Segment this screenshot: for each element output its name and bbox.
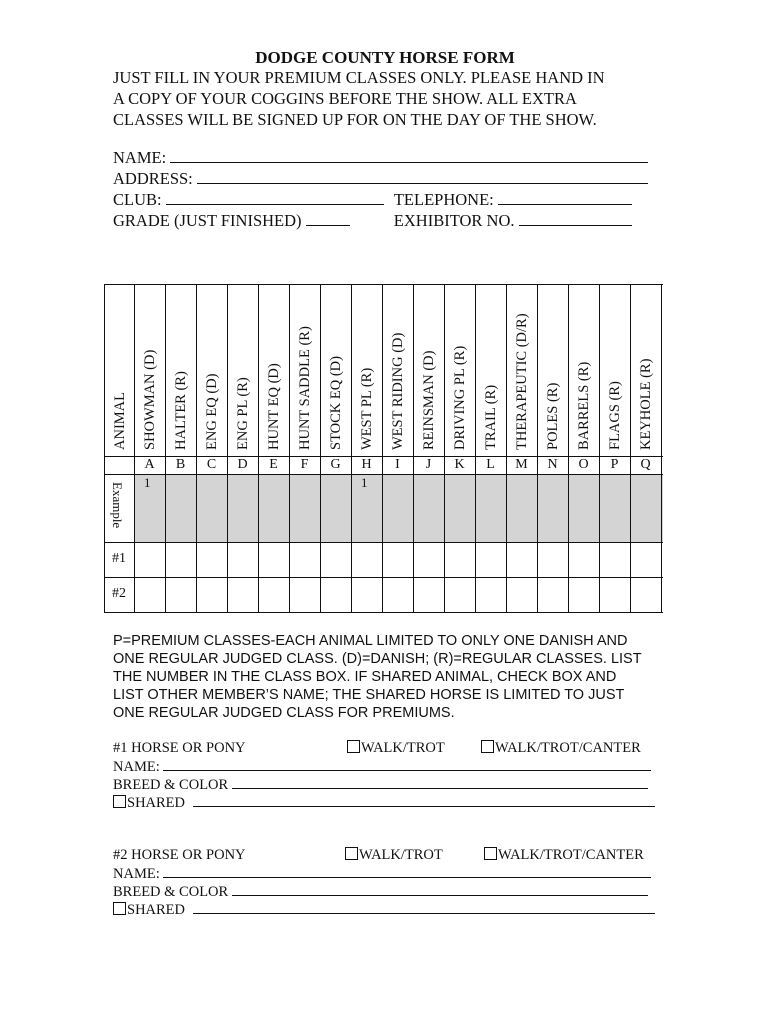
- class-column-letter: Q: [640, 457, 651, 472]
- class-column-header: HUNT SADDLE (R): [297, 326, 313, 450]
- class-column-letter: G: [330, 457, 341, 472]
- premium-class-notes: [113, 632, 653, 722]
- address-field-row: [113, 169, 648, 189]
- class-entry-cell-row-1[interactable]: [228, 543, 257, 576]
- class-column-header: TRAIL (R): [483, 384, 499, 450]
- class-column-letter: D: [237, 457, 248, 472]
- class-entry-cell-row-1[interactable]: [352, 543, 381, 576]
- checkbox-icon[interactable]: [481, 740, 494, 753]
- class-column-header: BARRELS (R): [576, 361, 592, 450]
- class-entry-cell-row-1[interactable]: [414, 543, 443, 576]
- grade-field-row: [113, 211, 632, 231]
- class-column-header: WEST PL (R): [359, 367, 375, 450]
- horse-1-breed-row: [113, 776, 648, 794]
- walk-trot-label: WALK/TROT: [359, 847, 443, 863]
- class-entry-cell-row-2[interactable]: [631, 578, 660, 611]
- horse-2-shared-row: [113, 901, 655, 919]
- horse-1-name-row: [113, 758, 651, 776]
- grade-field[interactable]: [306, 211, 350, 226]
- instruction-line: A COPY OF YOUR COGGINS BEFORE THE SHOW. ALL EXTRA: [113, 89, 577, 108]
- horse-2-walk-trot-canter-option[interactable]: [484, 847, 644, 864]
- class-entry-cell-row-1[interactable]: [631, 543, 660, 576]
- exhibitor-field[interactable]: [519, 211, 632, 226]
- class-column-header: THERAPEUTIC (D/R): [514, 313, 530, 450]
- telephone-field[interactable]: [498, 190, 632, 205]
- table-column-line: [661, 284, 662, 612]
- table-row-line: [104, 474, 663, 475]
- horse-2-heading: #2 HORSE OR PONY: [113, 847, 246, 863]
- horse-2-name-field[interactable]: [163, 865, 651, 878]
- class-entry-cell-row-2[interactable]: [414, 578, 443, 611]
- horse-name-label: NAME:: [113, 759, 160, 775]
- class-entry-cell-row-2[interactable]: [321, 578, 350, 611]
- class-column-header: STOCK EQ (D): [328, 356, 344, 450]
- checkbox-icon[interactable]: [345, 847, 358, 860]
- club-field-row: [113, 190, 632, 210]
- horse-2-breed-row: [113, 883, 648, 901]
- class-entry-cell-row-2[interactable]: [166, 578, 195, 611]
- class-entry-cell-row-1[interactable]: [259, 543, 288, 576]
- note-line: P=PREMIUM CLASSES-EACH ANIMAL LIMITED TO ONLY ONE DANISH AND: [113, 633, 628, 649]
- class-entry-cell-row-2[interactable]: [135, 578, 164, 611]
- name-field-row: [113, 148, 648, 168]
- class-entry-cell-row-2[interactable]: [259, 578, 288, 611]
- class-entry-cell-row-2[interactable]: [197, 578, 226, 611]
- example-row-label: Example: [110, 482, 125, 529]
- horse-2-shared-field[interactable]: [193, 901, 655, 914]
- class-column-letter: M: [515, 457, 528, 472]
- class-entry-cell-row-2[interactable]: [352, 578, 381, 611]
- class-entry-cell-row-1[interactable]: [600, 543, 629, 576]
- class-column-header: HALTER (R): [173, 371, 189, 450]
- class-entry-cell-row-2[interactable]: [538, 578, 567, 611]
- class-entry-cell-row-2[interactable]: [507, 578, 536, 611]
- class-column-header: ENG EQ (D): [204, 373, 220, 450]
- club-field[interactable]: [166, 190, 384, 205]
- class-column-letter: A: [144, 457, 155, 472]
- class-entry-cell-row-2[interactable]: [228, 578, 257, 611]
- class-entry-cell-row-1[interactable]: [445, 543, 474, 576]
- class-column-header: FLAGS (R): [607, 381, 623, 450]
- note-line: LIST OTHER MEMBER’S NAME; THE SHARED HORSE IS LIMITED TO JUST: [113, 687, 625, 703]
- class-column-header: DRIVING PL (R): [452, 345, 468, 450]
- class-column-letter: C: [206, 457, 217, 472]
- class-column-letter: H: [361, 457, 372, 472]
- class-entry-cell-row-1[interactable]: [135, 543, 164, 576]
- horse-2-name-row: [113, 865, 651, 883]
- club-label: CLUB:: [113, 190, 162, 209]
- example-class-entry: 1: [144, 475, 151, 490]
- class-entry-cell-row-1[interactable]: [383, 543, 412, 576]
- shared-checkbox-icon[interactable]: [113, 795, 126, 808]
- telephone-label: TELEPHONE:: [393, 190, 494, 209]
- class-entry-cell-row-1[interactable]: [507, 543, 536, 576]
- shared-label: SHARED: [127, 902, 186, 918]
- table-column-line: [104, 284, 105, 612]
- class-column-letter: B: [175, 457, 186, 472]
- exhibitor-label: EXHIBITOR NO.: [393, 211, 515, 230]
- class-column-letter: K: [454, 457, 465, 472]
- walk-trot-canter-label: WALK/TROT/CANTER: [498, 847, 644, 863]
- class-column-header: HUNT EQ (D): [266, 363, 282, 450]
- class-entry-cell-row-2[interactable]: [569, 578, 598, 611]
- name-label: NAME:: [113, 148, 167, 167]
- form-instructions: [113, 67, 673, 130]
- class-column-letter: J: [425, 457, 432, 472]
- name-field[interactable]: [170, 148, 648, 163]
- walk-trot-label: WALK/TROT: [361, 740, 445, 756]
- class-column-header: ENG PL (R): [235, 377, 251, 450]
- class-column-header: SHOWMAN (D): [142, 349, 158, 450]
- checkbox-icon[interactable]: [484, 847, 497, 860]
- class-entry-cell-row-1[interactable]: [321, 543, 350, 576]
- class-entry-cell-row-1[interactable]: [290, 543, 319, 576]
- class-entry-cell-row-1[interactable]: [538, 543, 567, 576]
- class-column-header: WEST RIDING (D): [390, 332, 406, 450]
- horse-2-walk-trot-option[interactable]: [345, 847, 443, 864]
- horse-1-shared-field[interactable]: [193, 794, 655, 807]
- grade-label: GRADE (JUST FINISHED): [113, 211, 302, 230]
- horse-2-breed-field[interactable]: [232, 883, 648, 896]
- animal-column-header: ANIMAL: [112, 392, 128, 450]
- class-column-letter: L: [486, 457, 495, 472]
- class-entry-cell-row-2[interactable]: [600, 578, 629, 611]
- note-line: THE NUMBER IN THE CLASS BOX. IF SHARED ANIMAL, CHECK BOX AND: [113, 669, 617, 685]
- class-entry-table: [104, 284, 663, 612]
- example-row-shading: [134, 474, 663, 542]
- class-column-letter: E: [269, 457, 278, 472]
- horse-name-label: NAME:: [113, 866, 160, 882]
- instruction-line: JUST FILL IN YOUR PREMIUM CLASSES ONLY. PLEASE HAND IN: [113, 68, 605, 87]
- class-entry-cell-row-1[interactable]: [166, 543, 195, 576]
- row-label-2: #2: [112, 586, 126, 601]
- class-entry-cell-row-2[interactable]: [383, 578, 412, 611]
- note-line: ONE REGULAR JUDGED CLASS FOR PREMIUMS.: [113, 705, 455, 721]
- address-field[interactable]: [197, 169, 648, 184]
- class-column-header: KEYHOLE (R): [638, 358, 654, 450]
- class-entry-cell-row-2[interactable]: [476, 578, 505, 611]
- horse-1-walk-trot-canter-option[interactable]: [481, 740, 641, 757]
- class-column-letter: F: [300, 457, 309, 472]
- walk-trot-canter-label: WALK/TROT/CANTER: [495, 740, 641, 756]
- example-class-entry: 1: [361, 475, 368, 490]
- horse-1-breed-field[interactable]: [232, 776, 648, 789]
- class-entry-cell-row-2[interactable]: [290, 578, 319, 611]
- horse-1-heading: #1 HORSE OR PONY: [113, 740, 246, 756]
- instruction-line: CLASSES WILL BE SIGNED UP FOR ON THE DAY OF THE SHOW.: [113, 110, 597, 129]
- class-entry-cell-row-1[interactable]: [197, 543, 226, 576]
- class-column-header: POLES (R): [545, 382, 561, 450]
- class-column-letter: O: [578, 457, 589, 472]
- class-entry-cell-row-1[interactable]: [569, 543, 598, 576]
- checkbox-icon[interactable]: [347, 740, 360, 753]
- address-label: ADDRESS:: [113, 169, 193, 188]
- class-column-letter: P: [610, 457, 619, 472]
- row-label-1: #1: [112, 551, 126, 566]
- shared-label: SHARED: [127, 795, 186, 811]
- note-line: ONE REGULAR JUDGED CLASS. (D)=DANISH; (R)=REGULAR CLASSES. LIST: [113, 651, 642, 667]
- breed-color-label: BREED & COLOR: [113, 777, 229, 793]
- horse-1-walk-trot-option[interactable]: [347, 740, 445, 757]
- class-entry-cell-row-2[interactable]: [445, 578, 474, 611]
- class-column-letter: I: [395, 457, 400, 472]
- shared-checkbox-icon[interactable]: [113, 902, 126, 915]
- table-row-line: [104, 612, 663, 613]
- horse-1-name-field[interactable]: [163, 758, 651, 771]
- horse-1-shared-row: [113, 794, 655, 812]
- breed-color-label: BREED & COLOR: [113, 884, 229, 900]
- form-title: DODGE COUNTY HORSE FORM: [255, 48, 515, 67]
- class-column-header: REINSMAN (D): [421, 350, 437, 450]
- table-row-line: [104, 284, 663, 285]
- class-entry-cell-row-1[interactable]: [476, 543, 505, 576]
- class-column-letter: N: [547, 457, 558, 472]
